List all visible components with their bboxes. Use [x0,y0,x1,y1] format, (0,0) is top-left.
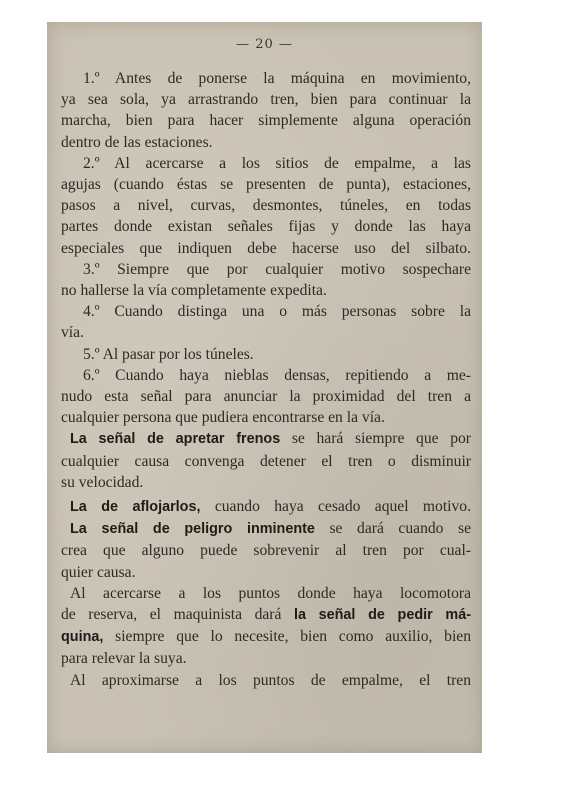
text-line: 1.º Antes de ponerse la máquina en movimiento, [83,70,471,87]
text-line: nudo esta señal para anunciar la proximidad del tren a [61,388,471,406]
text-line: Al acercarse a los puntos donde haya locomotora [70,584,471,602]
text-line: La de aflojarlos, cuando haya cesado aquel motivo. [70,498,471,516]
text-line: 4.º Cuando distinga una o más personas sobre la [83,303,471,321]
text-line: de reserva, el maquinista dará la señal de pedir má- [61,606,471,624]
text-line: quina, siempre que lo necesite, bien como auxilio, bien [61,628,471,646]
text-line: 2.º Al acercarse a los sitios de empalme, a las [83,154,471,172]
text-line: quier causa. [61,563,136,581]
text-line: su velocidad. [61,473,144,491]
bold-term: la señal de pedir má- [293,607,471,624]
bold-term: La señal de peligro inminente [70,521,315,538]
text-line: 5.º Al pasar por los túneles. [83,345,254,363]
text-line: especiales que indiquen debe hacerse uso del silbato. [61,239,471,257]
text-line: 3.º Siempre que por cualquier motivo sospechare [83,260,471,278]
text-line: para relevar la suya. [61,650,187,668]
bold-term: quina, [61,629,104,646]
page-number: — 20 — [236,37,293,52]
text-line: vía. [61,324,84,342]
bold-term: La señal de apretar frenos [70,431,281,448]
book-page [47,22,482,753]
text-line: pasos a nivel, curvas, desmontes, túneles, en todas [61,197,471,215]
text-line: crea que alguno puede sobrevenir al tren por cual- [61,542,471,560]
text-line: partes donde existan señales fijas y donde las haya [61,218,471,236]
text-line: marcha, bien para hacer simplemente alguna operación [61,112,471,130]
text-line: 6.º Cuando haya nieblas densas, repitiendo a me- [83,366,471,384]
bold-term: La de aflojarlos, [70,499,201,516]
text-line: ya sea sola, ya arrastrando tren, bien para continuar la [61,91,471,109]
text-line: Al aproximarse a los puntos de empalme, el tren [70,671,471,689]
text-line: dentro de las estaciones. [61,133,213,151]
text-line: La señal de peligro inminente se dará cuando se [70,520,471,538]
text-line: cualquier causa convenga detener el tren o disminuir [61,452,471,470]
text-line: cualquier persona que pudiera encontrarse en la vía. [61,409,385,427]
text-line: La señal de apretar frenos se hará siempre que por [70,430,471,448]
text-line: no hallerse la vía completamente expedita. [61,282,327,300]
text-line: agujas (cuando éstas se presenten de punta), estaciones, [61,176,471,194]
page-body-text [61,68,471,691]
